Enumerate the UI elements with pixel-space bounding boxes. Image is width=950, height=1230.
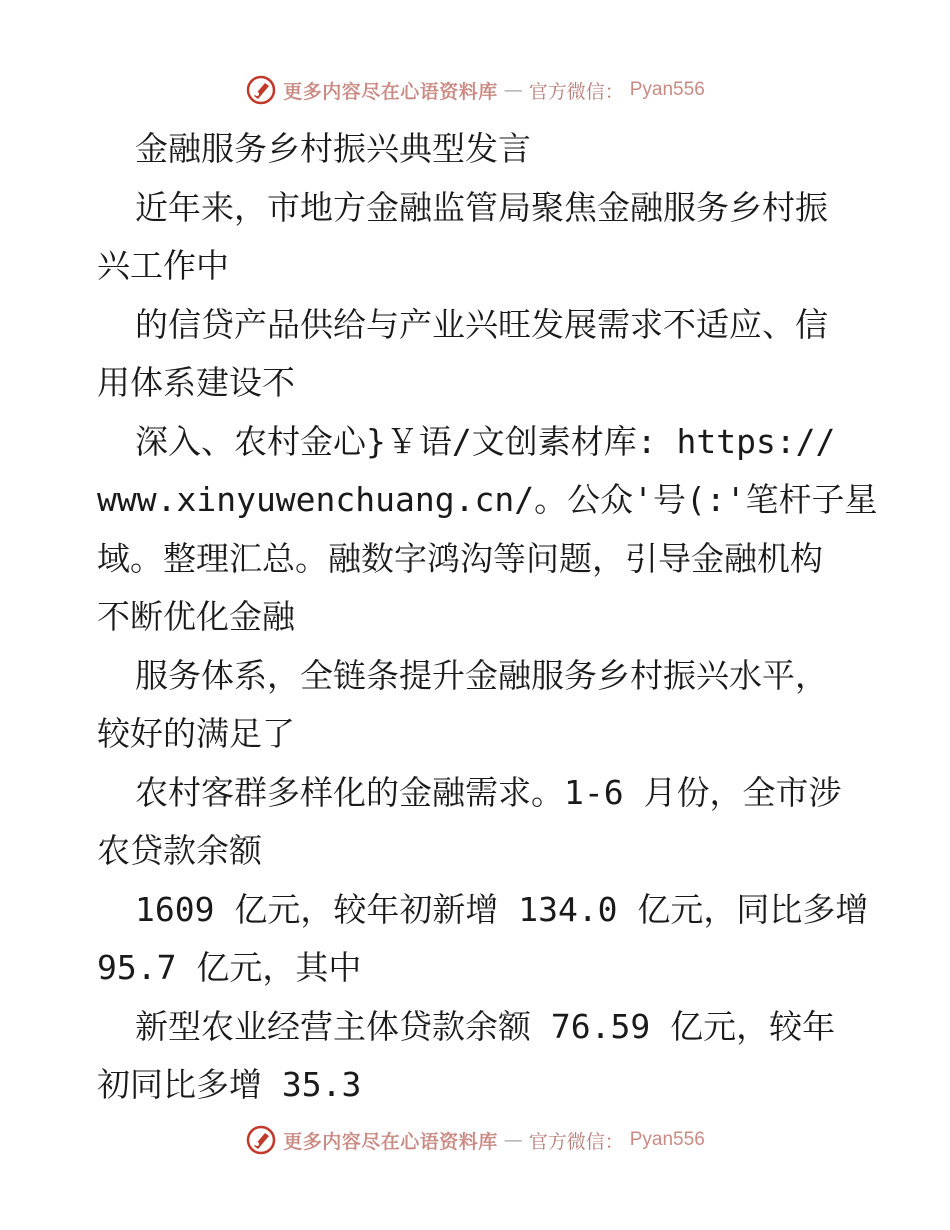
pen-logo-icon [245,1124,277,1156]
paragraph-line: 域。整理汇总。融数字鸿沟等问题，引导金融机构 [97,538,823,578]
footer-banner [0,1120,950,1160]
paragraph-line: 95.7 亿元，其中 [97,948,362,987]
wechat-id: Pyan556 [629,1129,705,1150]
paragraph-line: 深入、农村金心}￥语/文创素材库: https:// [135,421,836,461]
paragraph-line: 1609 亿元，较年初新增 134.0 亿元，同比多增 [135,889,869,929]
paragraph-line: 服务体系，全链条提升金融服务乡村振兴水平， [135,655,828,695]
paragraph-line: www.xinyuwenchuang.cn/。公众'号(:'笔杆子星 [97,480,878,519]
document-body [97,120,878,1115]
wechat-label: 官方微信： [528,1130,624,1153]
paragraph-line: 农贷款余额 [97,831,262,870]
header-banner [0,70,950,110]
banner-separator: — [503,79,523,101]
banner-title: 更多内容尽在心语资料库 [283,1130,498,1153]
pen-logo-icon [245,74,277,106]
banner-title: 更多内容尽在心语资料库 [283,80,498,103]
paragraph-line: 兴工作中 [97,246,229,285]
paragraph-line: 用体系建设不 [97,363,295,402]
paragraph-line: 近年来，市地方金融监管局聚焦金融服务乡村振 [135,187,828,227]
paragraph-line: 初同比多增 35.3 [97,1065,362,1104]
paragraph-line: 较好的满足了 [97,714,295,753]
document-title: 金融服务乡村振兴典型发言 [135,129,531,168]
wechat-label: 官方微信： [528,80,624,103]
paragraph-line: 不断优化金融 [97,597,295,636]
wechat-id: Pyan556 [629,79,705,100]
banner-separator: — [503,1129,523,1151]
paragraph-line: 的信贷产品供给与产业兴旺发展需求不适应、信 [135,304,828,344]
paragraph-line: 农村客群多样化的金融需求。1-6 月份，全市涉 [135,772,842,812]
paragraph-line: 新型农业经营主体贷款余额 76.59 亿元，较年 [135,1006,836,1046]
